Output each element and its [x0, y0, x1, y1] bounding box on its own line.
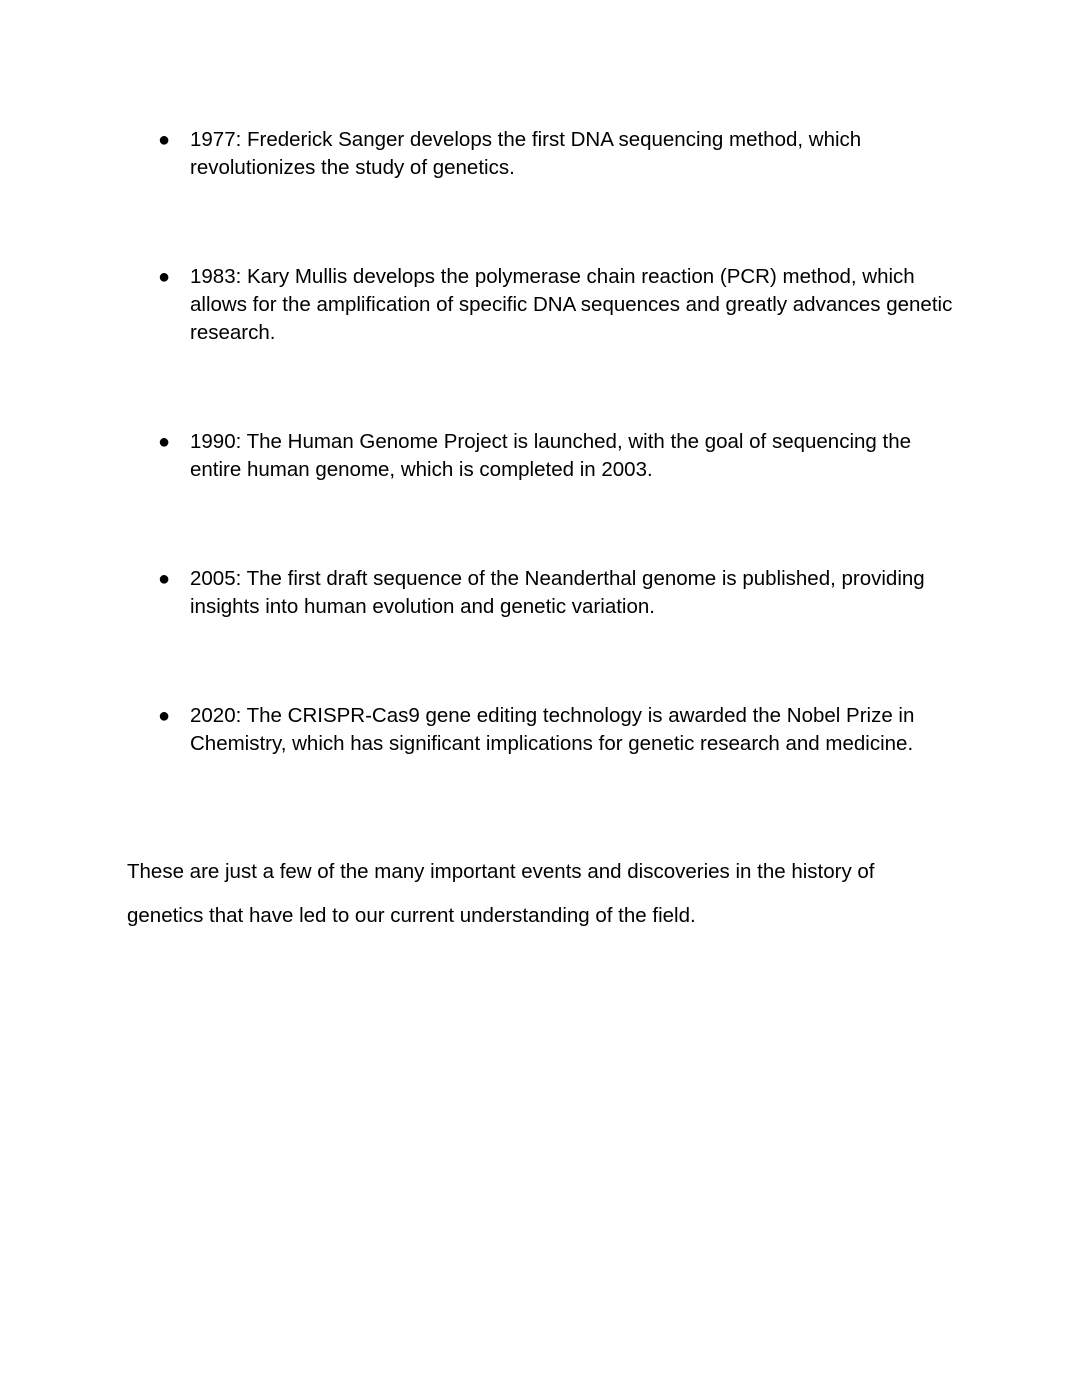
timeline-item-1983 [158, 263, 958, 347]
timeline-item-1977 [158, 126, 958, 182]
closing-paragraph: These are just a few of the many important events and discoveries in the history of genetics that have led to our current understanding of the field. [127, 860, 875, 927]
bullet-icon: ● [158, 431, 171, 453]
timeline-item-text: 1990: The Human Genome Project is launched, with the goal of sequencing the entire human genome, which is completed in 2003. [190, 430, 911, 481]
timeline-item-2020 [158, 702, 958, 758]
timeline-item-2005 [158, 565, 958, 621]
timeline-item-text: 2020: The CRISPR-Cas9 gene editing technology is awarded the Nobel Prize in Chemistry, which has significant implications for genetic research and medicine. [190, 704, 915, 755]
timeline-item-text: 2005: The first draft sequence of the Neanderthal genome is published, providing insights into human evolution and genetic variation. [190, 567, 925, 618]
bullet-icon: ● [158, 266, 171, 288]
timeline-item-1990 [158, 428, 958, 484]
bullet-icon: ● [158, 568, 171, 590]
bullet-icon: ● [158, 129, 171, 151]
bullet-icon: ● [158, 705, 171, 727]
timeline-item-text: 1977: Frederick Sanger develops the first DNA sequencing method, which revolutionizes the study of genetics. [190, 128, 862, 179]
timeline-item-text: 1983: Kary Mullis develops the polymerase chain reaction (PCR) method, which allows for the amplification of specific DNA sequences and greatly advances genetic research. [190, 265, 953, 344]
